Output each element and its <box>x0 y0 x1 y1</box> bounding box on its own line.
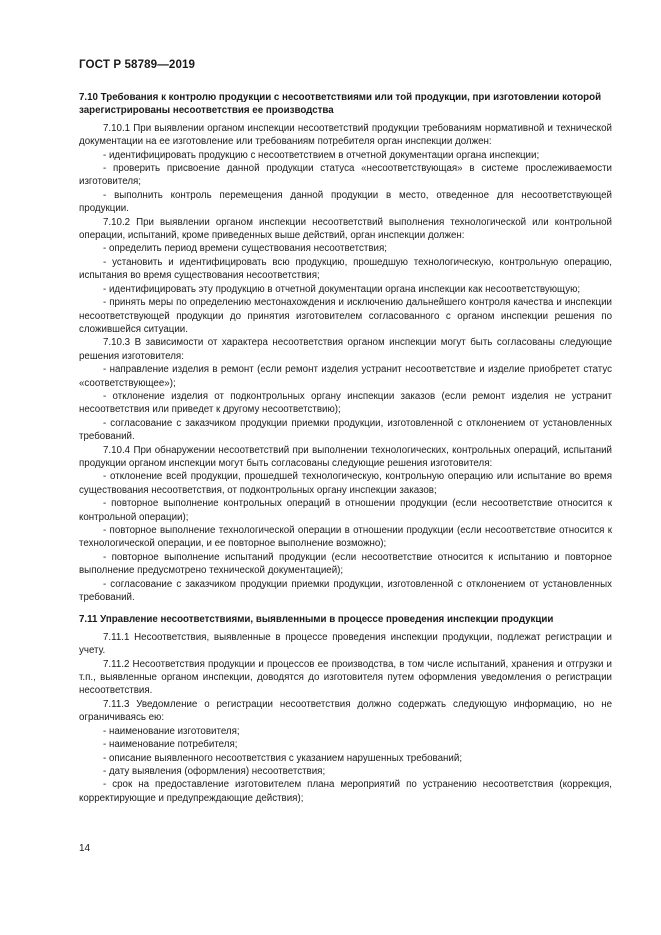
section-heading: 7.11 Управление несоответствиями, выявленными в процессе проведения инспекции продукции <box>79 614 554 626</box>
paragraph: 7.10.3 В зависимости от характера несоответствия органом инспекции могут быть согласованы следующие решения изготовителя: <box>79 337 612 362</box>
list-item: - отклонение изделия от подконтрольных органу инспекции заказов (если ремонт изделия не устранит несоответствия или приведет к другому несоответствию); <box>79 390 612 416</box>
paragraph: 7.11.2 Несоответствия продукции и процессов ее производства, в том числе испытаний, хранения и отгрузки и т.п., выявленные органом инспекции, доводятся до изготовителя путем оформления уведомления о регистрации несоответствия. <box>79 658 612 697</box>
list-item: - повторное выполнение технологической операции в отношении продукции (если несоответствие относится к технологической операции, и ее повторное выполнение возможно); <box>79 525 612 550</box>
list-item: - дату выявления (оформления) несоответствия; <box>103 765 326 777</box>
page-number: 14 <box>79 843 91 854</box>
list-item: - наименование потребителя; <box>103 739 238 751</box>
standard-header: ГОСТ Р 58789—2019 <box>79 58 196 71</box>
list-item: - повторное выполнение контрольных операций в отношении продукции (если несоответствие относится к контрольной операции); <box>79 498 612 523</box>
list-item: - описание выявленного несоответствия с указанием нарушенных требований; <box>103 752 463 764</box>
list-item: - срок на предоставление изготовителем плана мероприятий по устранению несоответствия (коррекция, корректирующие и предупреждающие действия); <box>79 779 612 804</box>
paragraph: 7.10.4 При обнаружении несоответствий при выполнении технологических, контрольных операций, испытаний продукции органом инспекции могут быть согласованы следующие решения изготовителя: <box>79 444 612 469</box>
list-item: - идентифицировать продукцию с несоответствием в отчетной документации органа инспекции; <box>103 149 540 161</box>
list-item: - выполнить контроль перемещения данной продукции в место, отведенное для несоответствующей продукции. <box>79 189 612 215</box>
list-item: - идентифицировать эту продукцию в отчетной документации органа инспекции как несоответствующую; <box>103 283 581 295</box>
paragraph: 7.10.1 При выявлении органом инспекции несоответствий продукции требованиям нормативной и технической документации на ее изготовление или требованиям потребителя орган инспекции должен: <box>79 122 612 148</box>
paragraph: 7.11.3 Уведомление о регистрации несоответствия должно содержать следующую информацию, но не ограничиваясь ею: <box>79 698 612 724</box>
list-item: - согласование с заказчиком продукции приемки продукции, изготовленной с отклонением от установленных требований. <box>79 417 612 443</box>
list-item: - повторное выполнение испытаний продукции (если несоответствие относится к испытанию и повторное выполнение предусмотрено технической документацией); <box>79 551 612 577</box>
paragraph: 7.11.1 Несоответствия, выявленные в процессе проведения инспекции продукции, подлежат регистрации и учету. <box>79 631 612 657</box>
paragraph: 7.10.2 При выявлении органом инспекции несоответствий выполнения технологической или контрольной операции, испытаний, кроме приведенных выше действий, орган инспекции должен: <box>79 216 612 242</box>
list-item: - определить период времени существования несоответствия; <box>103 243 387 255</box>
document-body <box>79 91 612 805</box>
list-item: - принять меры по определению местонахождения и исключению дальнейшего контроля качества и инспекции несоответствующей продукции до принятия изготовителем согласованного с органом инспекции решения по сложившейся ситуации. <box>79 297 612 335</box>
list-item: - направление изделия в ремонт (если ремонт изделия устранит несоответствие и изделие приобретет статус «соответствующее»); <box>79 364 612 389</box>
list-item: - наименование изготовителя; <box>103 725 240 737</box>
list-item: - согласование с заказчиком продукции приемки продукции, изготовленной с отклонением от установленных требований. <box>79 578 612 604</box>
list-item: - проверить присвоение данной продукции статуса «несоответствующая» в системе прослеживаемости изготовителя; <box>79 163 612 188</box>
list-item: - отклонение всей продукции, прошедшей технологическую, контрольную операцию или испытание во время существования несоответствия, от подконтрольных органу инспекции заказов; <box>79 471 612 496</box>
section-heading: 7.10 Требования к контролю продукции с несоответствиями или той продукции, при изготовлении которой зарегистрированы несоответствия ее производства <box>79 92 602 117</box>
list-item: - установить и идентифицировать всю продукцию, прошедшую технологическую, контрольную операцию, испытания во время существования несоответствия; <box>79 256 612 282</box>
